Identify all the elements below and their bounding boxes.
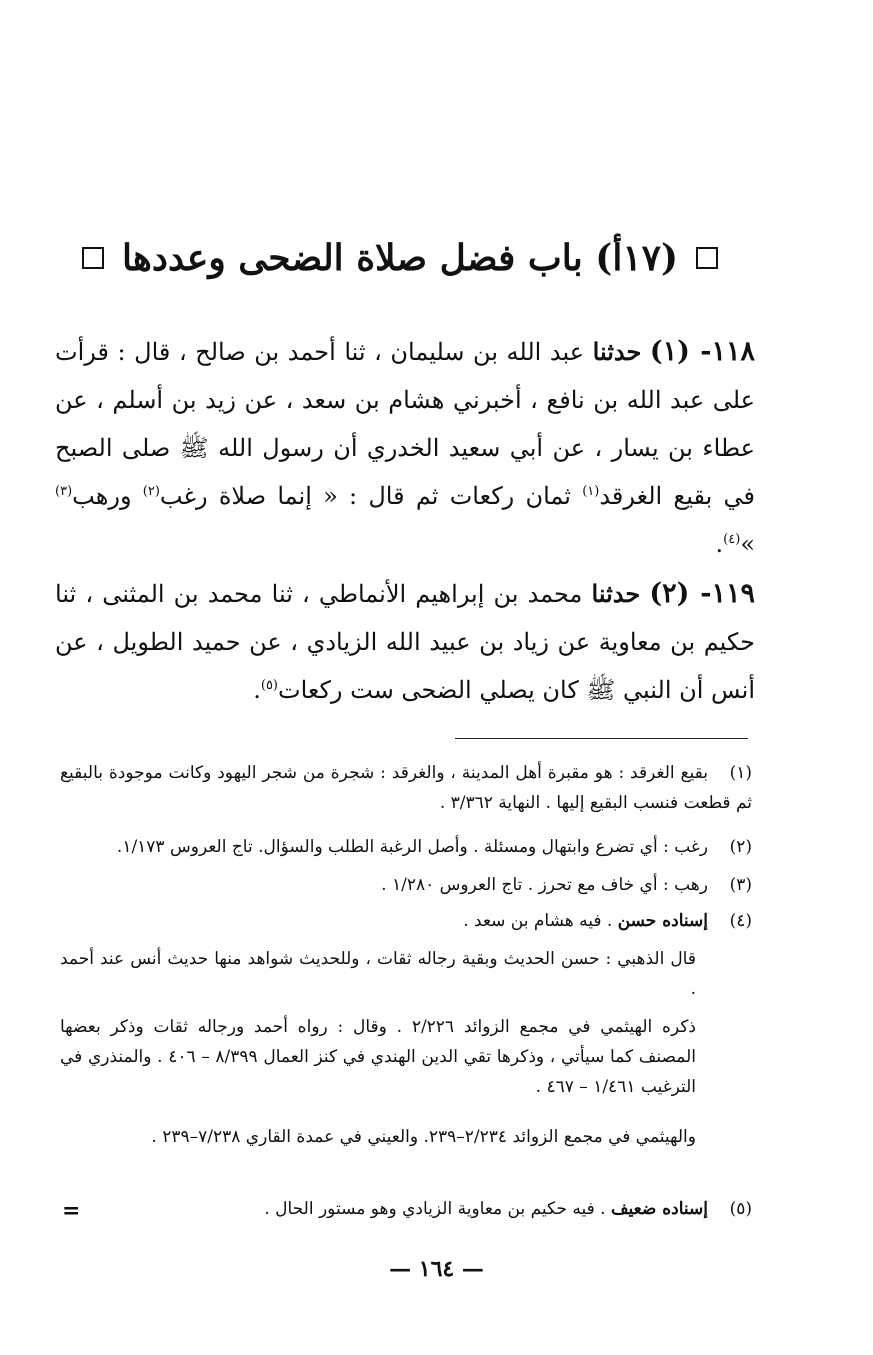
footnote-text: . فيه حكيم بن معاوية الزيادي وهو مستور الحال . — [264, 1199, 606, 1219]
footnote-text: رغب : أي تضرع وابتهال ومسئلة . وأصل الرغبة الطلب والسؤال. تاج العروس ١/١٧٣. — [116, 837, 708, 857]
hadith-text: » — [740, 530, 755, 558]
square-ornament-left — [82, 247, 104, 269]
footnote-text: بقيع الغرقد : هو مقبرة أهل المدينة ، والغرقد : شجرة من شجر اليهود وكانت موجودة بالبقيع ثم قطعت فنسب البقيع إليها . النهاية ٣/٣٦٢ . — [60, 763, 752, 813]
footnote-separator — [455, 738, 748, 739]
footnote-ref: (٢) — [142, 484, 160, 499]
footnote-mark: (١) — [729, 763, 752, 783]
hadith-text: ورهب — [72, 482, 132, 510]
footnote-text: والهيثمي في مجمع الزوائد ٢/٢٣٤–٢٣٩. والعيني في عمدة القاري ٧/٢٣٨–٢٣٩ . — [151, 1127, 696, 1147]
hadith-118 — [55, 328, 755, 568]
footnote-3 — [60, 870, 752, 900]
footnote-grading: إسناده ضعيف — [610, 1199, 708, 1219]
hadith-text: . — [253, 676, 261, 704]
footnote-ref: (١) — [582, 484, 600, 499]
hadith-text: محمد بن إبراهيم الأنماطي ، ثنا محمد بن المثنى ، ثنا حكيم بن معاوية عن زياد بن عبيد الله الزيادي ، عن حميد الطويل ، عن أنس أن النبي ﷺ كان يصلي الضحى ست ركعات — [55, 580, 755, 704]
chapter-title: (١٧أ) باب فضل صلاة الضحى وعددها — [121, 237, 679, 279]
footnote-mark: (٣) — [729, 875, 752, 895]
hadith-text: ثمان ركعات ثم قال : « إنما صلاة رغب — [159, 482, 571, 510]
footnote-ref: (٥) — [260, 678, 278, 693]
footnote-text: قال الذهبي : حسن الحديث وبقية رجاله ثقات ، وللحديث شواهد منها حديث أنس عند أحمد . — [60, 949, 696, 999]
footnote-ref: (٤) — [723, 532, 741, 547]
hadith-opener: حدثنا — [591, 579, 641, 608]
square-ornament-right — [696, 247, 718, 269]
hadith-text: . — [715, 530, 724, 558]
footnote-mark: (٥) — [729, 1199, 752, 1219]
footnote-1 — [60, 758, 752, 818]
continuation-mark: = — [62, 1198, 81, 1224]
footnote-4-paragraph-4 — [60, 1122, 752, 1152]
page-number: — ١٦٤ — — [389, 1256, 484, 1282]
footnote-text: . فيه هشام بن سعد . — [463, 911, 613, 931]
footnote-2 — [60, 832, 752, 862]
footnote-mark: (٢) — [729, 837, 752, 857]
hadith-number: ١١٩- (٢) — [649, 578, 756, 609]
chapter-heading — [90, 228, 710, 288]
hadith-number: ١١٨- (١) — [649, 336, 755, 367]
hadith-opener: حدثنا — [592, 337, 642, 366]
footnote-4 — [60, 906, 752, 936]
footnote-4-paragraph-2 — [60, 944, 752, 1004]
footnote-text: رهب : أي خاف مع تحرز . تاج العروس ١/٢٨٠ . — [381, 875, 708, 895]
footnote-ref: (٣) — [55, 484, 73, 499]
footnote-mark: (٤) — [729, 911, 752, 931]
footnote-text: ذكره الهيثمي في مجمع الزوائد ٢/٢٢٦ . وقال : رواه أحمد ورجاله ثقات وذكر بعضها المصنف كما سيأتي ، وذكرها تقي الدين الهندي في كنز العمال ٨/٣٩٩ – ٤٠٦ . والمنذري في الترغيب ١/٤٦١ – ٤٦٧ . — [60, 1017, 697, 1097]
footnote-4-paragraph-3 — [60, 1012, 752, 1102]
footnote-5 — [132, 1194, 752, 1224]
footnote-grading: إسناده حسن — [617, 911, 708, 931]
hadith-text: عبد الله بن سليمان ، ثنا أحمد بن صالح ، قال : قرأت على عبد الله بن نافع ، أخبرني هشام بن سعد ، عن زيد بن أسلم ، عن عطاء بن يسار ، عن أبي سعيد الخدري أن رسول الله ﷺ صلى الصبح في بقيع الغرقد — [55, 338, 755, 510]
hadith-119 — [55, 570, 755, 714]
